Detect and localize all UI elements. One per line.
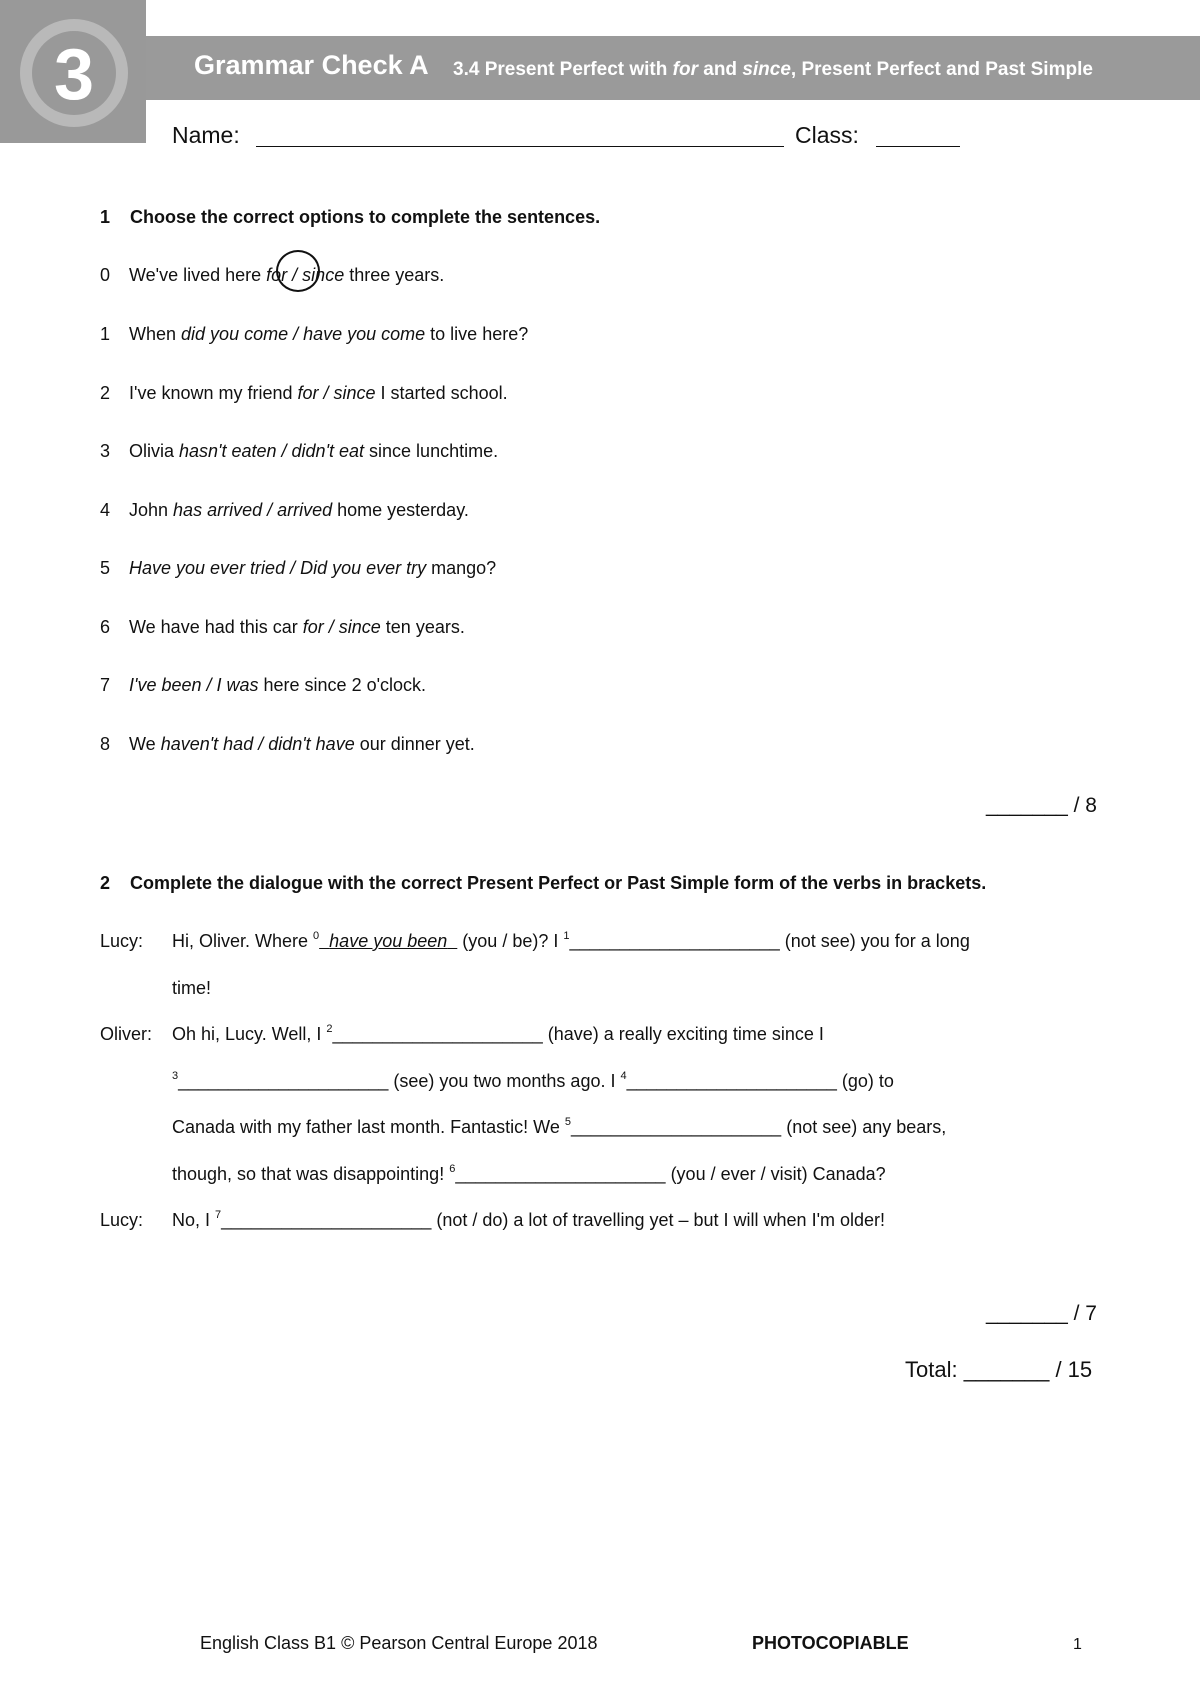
blank-1[interactable]: _____________________ bbox=[569, 931, 780, 951]
dialogue-line-4: $^3$_____________________ (see) you two months ago. I $^4$_____________________ (go) to bbox=[172, 1070, 894, 1091]
section1-score: _______ / 8 bbox=[986, 794, 1097, 817]
total-score: Total: _______ / 15 bbox=[905, 1357, 1093, 1382]
question-4[interactable]: 4 John has arrived / arrived home yesterday. bbox=[100, 500, 469, 520]
section2-score: _______ / 7 bbox=[986, 1302, 1097, 1325]
dialogue-line-7: No, I $^7$_____________________ (not / do) a lot of travelling yet – but I will when I'm older! bbox=[172, 1209, 886, 1230]
page-number: 1 bbox=[1073, 1636, 1082, 1653]
class-label: Class: bbox=[795, 122, 859, 148]
dialogue-line-2: time! bbox=[172, 978, 212, 998]
blank-6[interactable]: _____________________ bbox=[455, 1164, 666, 1184]
question-2[interactable]: 2 I've known my friend for / since I started school. bbox=[100, 383, 508, 403]
blank-2[interactable]: _____________________ bbox=[332, 1024, 543, 1044]
section2-instruction: 2 Complete the dialogue with the correct Present Perfect or Past Simple form of the verbs in brackets. bbox=[100, 873, 987, 893]
dialogue-line-3: Oh hi, Lucy. Well, I $^2$_____________________ (have) a really exciting time since I bbox=[172, 1023, 824, 1044]
question-6[interactable]: 6 We have had this car for / since ten years. bbox=[100, 617, 465, 637]
dialogue-line-1: Hi, Oliver. Where $^0$ have you been (you / be)? I $^1$_____________________ (not see) you for a long bbox=[172, 930, 970, 951]
blank-4[interactable]: _____________________ bbox=[626, 1071, 837, 1091]
unit-ring-icon bbox=[0, 0, 146, 143]
header-band bbox=[146, 36, 1200, 100]
footer-copyright: English Class B1 © Pearson Central Europe 2018 bbox=[200, 1633, 598, 1653]
dialogue-line-5: Canada with my father last month. Fantastic! We $^5$_____________________ (not see) any bears, bbox=[172, 1116, 947, 1137]
question-3[interactable]: 3 Olivia hasn't eaten / didn't eat since lunchtime. bbox=[100, 441, 499, 461]
blank-7[interactable]: _____________________ bbox=[221, 1210, 432, 1230]
example-answer: have you been bbox=[329, 931, 448, 951]
blank-3[interactable]: _____________________ bbox=[178, 1071, 389, 1091]
footer-photocopiable: PHOTOCOPIABLE bbox=[752, 1633, 909, 1653]
unit-badge bbox=[0, 0, 146, 143]
unit-number: 3 bbox=[53, 35, 95, 115]
question-8[interactable]: 8 We haven't had / didn't have our dinner yet. bbox=[100, 734, 475, 754]
name-label: Name: bbox=[172, 122, 240, 148]
dialogue-line-6: though, so that was disappointing! $^6$_____________________ (you / ever / visit) Canada? bbox=[172, 1163, 886, 1184]
question-5[interactable]: 5 Have you ever tried / Did you ever try mango? bbox=[100, 558, 497, 578]
speaker-lucy: Lucy: bbox=[100, 931, 144, 951]
speaker-lucy-2: Lucy: bbox=[100, 1210, 144, 1230]
class-field[interactable] bbox=[876, 146, 960, 147]
speaker-oliver: Oliver: bbox=[100, 1024, 153, 1044]
blank-5[interactable]: _____________________ bbox=[570, 1117, 782, 1137]
page-title: Grammar Check A bbox=[194, 50, 429, 80]
page-subtitle: 3.4 Present Perfect with for and since, Present Perfect and Past Simple bbox=[453, 59, 1093, 80]
question-7[interactable]: 7 I've been / I was here since 2 o'clock. bbox=[100, 675, 427, 695]
answer-circle-mark bbox=[276, 250, 320, 292]
name-field[interactable] bbox=[256, 146, 784, 147]
section1-instruction: 1 Choose the correct options to complete the sentences. bbox=[100, 207, 601, 227]
question-1[interactable]: 1 When did you come / have you come to live here? bbox=[100, 324, 529, 344]
question-0: 0 We've lived here for / since three years. bbox=[100, 265, 445, 285]
